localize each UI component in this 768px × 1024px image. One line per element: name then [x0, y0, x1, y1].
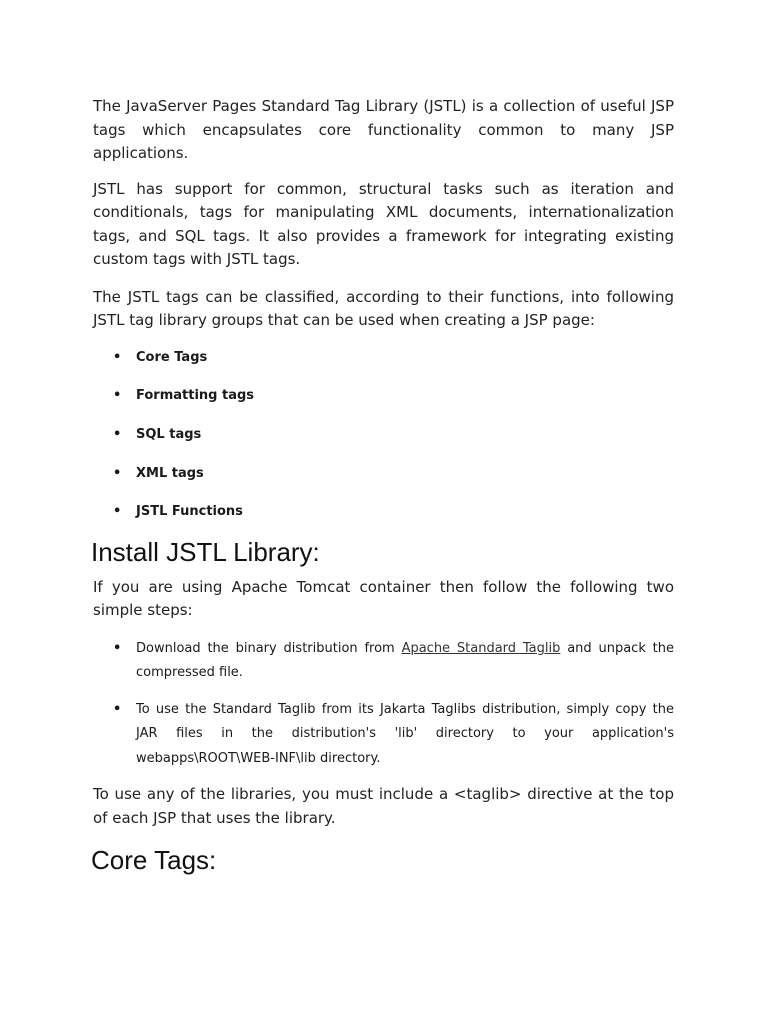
list-item-label: JSTL Functions	[136, 504, 243, 520]
bullet-icon: •	[113, 504, 122, 520]
bullet-icon: •	[113, 426, 122, 442]
install-step-1	[93, 637, 674, 686]
taglib-directive-paragraph: To use any of the libraries, you must include a <taglib> directive at the top of each JSP that uses the library.	[93, 785, 674, 827]
list-item-label: SQL tags	[136, 426, 202, 442]
install-paragraph: If you are using Apache Tomcat container then follow the following two simple steps:	[93, 577, 674, 620]
intro-paragraph-3: The JSTL tags can be classified, according to their functions, into following JSTL tag library groups that can be used when creating a JSP page:	[93, 287, 674, 329]
bullet-icon: •	[113, 465, 122, 481]
intro-paragraph-1: The JavaServer Pages Standard Tag Library (JSTL) is a collection of useful JSP tags which encapsulates core functionality common to many JSP applications.	[93, 97, 674, 162]
tag-group-list	[93, 346, 674, 539]
list-item-label: XML tags	[136, 465, 204, 481]
list-item	[93, 462, 674, 501]
list-item	[93, 384, 674, 423]
intro-paragraph-2: JSTL has support for common, structural tasks such as iteration and conditionals, tags for manipulating XML documents, internationalization tags, and SQL tags. It also provides a framework for integrating existing custom tags with JSTL tags.	[93, 179, 674, 268]
bullet-icon: •	[113, 388, 122, 404]
list-item	[93, 346, 674, 385]
list-item-label: Core Tags	[136, 349, 208, 365]
install-step-2	[93, 698, 674, 772]
step-1-text-start: Download the binary distribution from	[136, 640, 402, 656]
install-steps-list	[93, 637, 674, 772]
bullet-icon: •	[113, 349, 122, 365]
step-1-text-end: and unpack the compressed file.	[136, 640, 675, 681]
document-page	[93, 95, 674, 876]
list-item-label: Formatting tags	[136, 388, 255, 404]
step-2-text: To use the Standard Taglib from its Jakarta Taglibs distribution, simply copy the JAR files in the distribution's 'lib' directory to your application's webapps\ROOT\WEB-INF\lib directory.	[136, 701, 674, 766]
apache-standard-taglib-link[interactable]: Apache Standard Taglib	[401, 640, 561, 656]
bullet-icon: •	[113, 640, 122, 656]
list-item	[93, 500, 674, 539]
list-item	[93, 423, 674, 462]
core-tags-heading: Core Tags:	[91, 845, 217, 876]
bullet-icon: •	[113, 701, 122, 717]
install-heading: Install JSTL Library:	[91, 536, 320, 567]
